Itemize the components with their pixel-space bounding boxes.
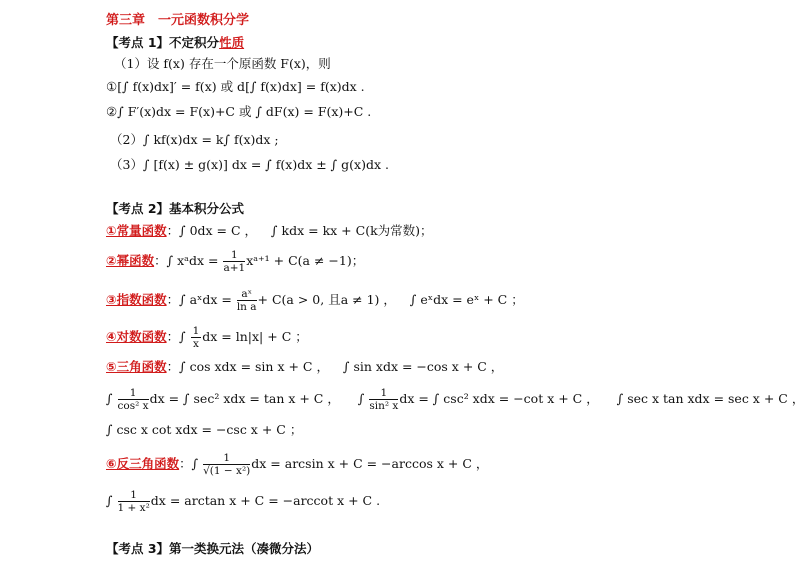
log-formula-b: dx = ln|x| + C ； [202, 329, 308, 344]
trig-formula-a: ：∫ cos xdx = sin x + C ， [166, 359, 329, 374]
kp2-row-arctan [106, 486, 380, 516]
csc-fraction [369, 387, 398, 412]
arcsin-formula: dx = arcsin x + C = −arccos x + C ， [251, 456, 489, 471]
arcsin-fraction-num: 1 [203, 452, 250, 465]
inverse-trig-function-label[interactable]: ⑥反三角函数 [106, 456, 180, 471]
kp1-heading-link[interactable]: 性质 [219, 35, 245, 50]
exp-formula-c: ∫ eˣdx = eˣ + C ； [409, 292, 524, 307]
kp1-line-5: （3）∫ [f(x) ± g(x)] dx = ∫ f(x)dx ± ∫ g(x)dx . [110, 157, 389, 172]
arcsin-int-sign: ：∫ [179, 456, 199, 471]
kp2-heading: 【考点 2】基本积分公式 [106, 201, 245, 216]
csc-formula: dx = ∫ csc² xdx = −cot x + C ， [399, 391, 599, 406]
trig-function-label[interactable]: ⑤三角函数 [106, 359, 167, 374]
kp3-heading: 【考点 3】第一类换元法（凑微分法） [106, 541, 320, 556]
kp2-row-constant [106, 222, 433, 240]
power-fraction-den: a+1 [223, 262, 246, 274]
exponential-function-label[interactable]: ③指数函数 [106, 292, 167, 307]
kp2-row-trig-2 [106, 384, 804, 414]
exp-formula-a: ：∫ aˣdx = [166, 292, 232, 307]
kp2-row-inverse-trig [106, 447, 488, 481]
power-fraction-num: 1 [223, 249, 245, 262]
kp1-line-2: ①[∫ f(x)dx]′ = f(x) 或 d[∫ f(x)dx] = f(x)dx . [106, 79, 365, 94]
sec-fraction [118, 387, 149, 412]
arctan-fraction [118, 489, 150, 514]
arcsin-fraction [203, 452, 250, 477]
power-function-label[interactable]: ②幂函数 [106, 253, 155, 268]
exp-fraction [237, 288, 257, 313]
kp1-line-4: （2）∫ kf(x)dx = k∫ f(x)dx ; [110, 132, 279, 147]
csc-fraction-num: 1 [369, 387, 398, 400]
sec-int-sign: ∫ [106, 391, 113, 406]
sectan-formula: ∫ sec x tan xdx = sec x + C ， [616, 391, 804, 406]
kp1-line-1: （1）设 f(x) 存在一个原函数 F(x)，则 [114, 56, 331, 71]
arctan-fraction-den: 1 + x² [117, 502, 150, 514]
exp-formula-b: + C(a > 0, 且a ≠ 1) ， [257, 292, 396, 307]
kp2-row-power [106, 246, 364, 276]
exp-fraction-den: ln a [236, 301, 257, 313]
sec-fraction-num: 1 [118, 387, 149, 400]
constant-formula-a: ：∫ 0dx = C ， [166, 223, 258, 238]
kp1-heading [106, 34, 244, 52]
kp2-row-trig [106, 358, 503, 376]
log-fraction-den: x [192, 338, 199, 350]
sec-formula: dx = ∫ sec² xdx = tan x + C ， [149, 391, 340, 406]
csc-int-sign: ∫ [357, 391, 365, 406]
sec-fraction-den: cos² x [117, 400, 149, 412]
power-formula-a: ：∫ xᵃdx = [154, 253, 219, 268]
power-fraction [223, 249, 245, 274]
csc-fraction-den: sin² x [369, 400, 399, 412]
log-function-label[interactable]: ④对数函数 [106, 329, 167, 344]
kp1-heading-text: 【考点 1】不定积分 [106, 35, 220, 50]
exp-fraction-num: aˣ [237, 288, 257, 301]
chapter-title: 第三章 一元函数积分学 [106, 13, 250, 28]
constant-function-label[interactable]: ①常量函数 [106, 223, 167, 238]
kp1-line-3: ②∫ F′(x)dx = F(x)+C 或 ∫ dF(x) = F(x)+C . [106, 104, 372, 119]
log-fraction-num: 1 [192, 325, 200, 337]
kp2-row-trig-3: ∫ csc x cot xdx = −csc x + C ； [106, 422, 303, 437]
arctan-fraction-num: 1 [118, 489, 150, 502]
kp2-row-log [106, 322, 308, 352]
arctan-formula: dx = arctan x + C = −arccot x + C . [150, 493, 381, 508]
trig-formula-b: ∫ sin xdx = −cos x + C ， [342, 359, 504, 374]
kp2-row-exponential [106, 285, 524, 315]
arctan-int-sign: ∫ [106, 493, 113, 508]
constant-formula-b: ∫ kdx = kx + C(k为常数)； [271, 223, 433, 238]
arcsin-fraction-den: √(1 − x²) [203, 465, 251, 477]
log-fraction [191, 325, 202, 350]
power-formula-b: xᵃ⁺¹ + C(a ≠ −1)； [246, 253, 365, 268]
log-formula-a: ：∫ [166, 329, 186, 344]
